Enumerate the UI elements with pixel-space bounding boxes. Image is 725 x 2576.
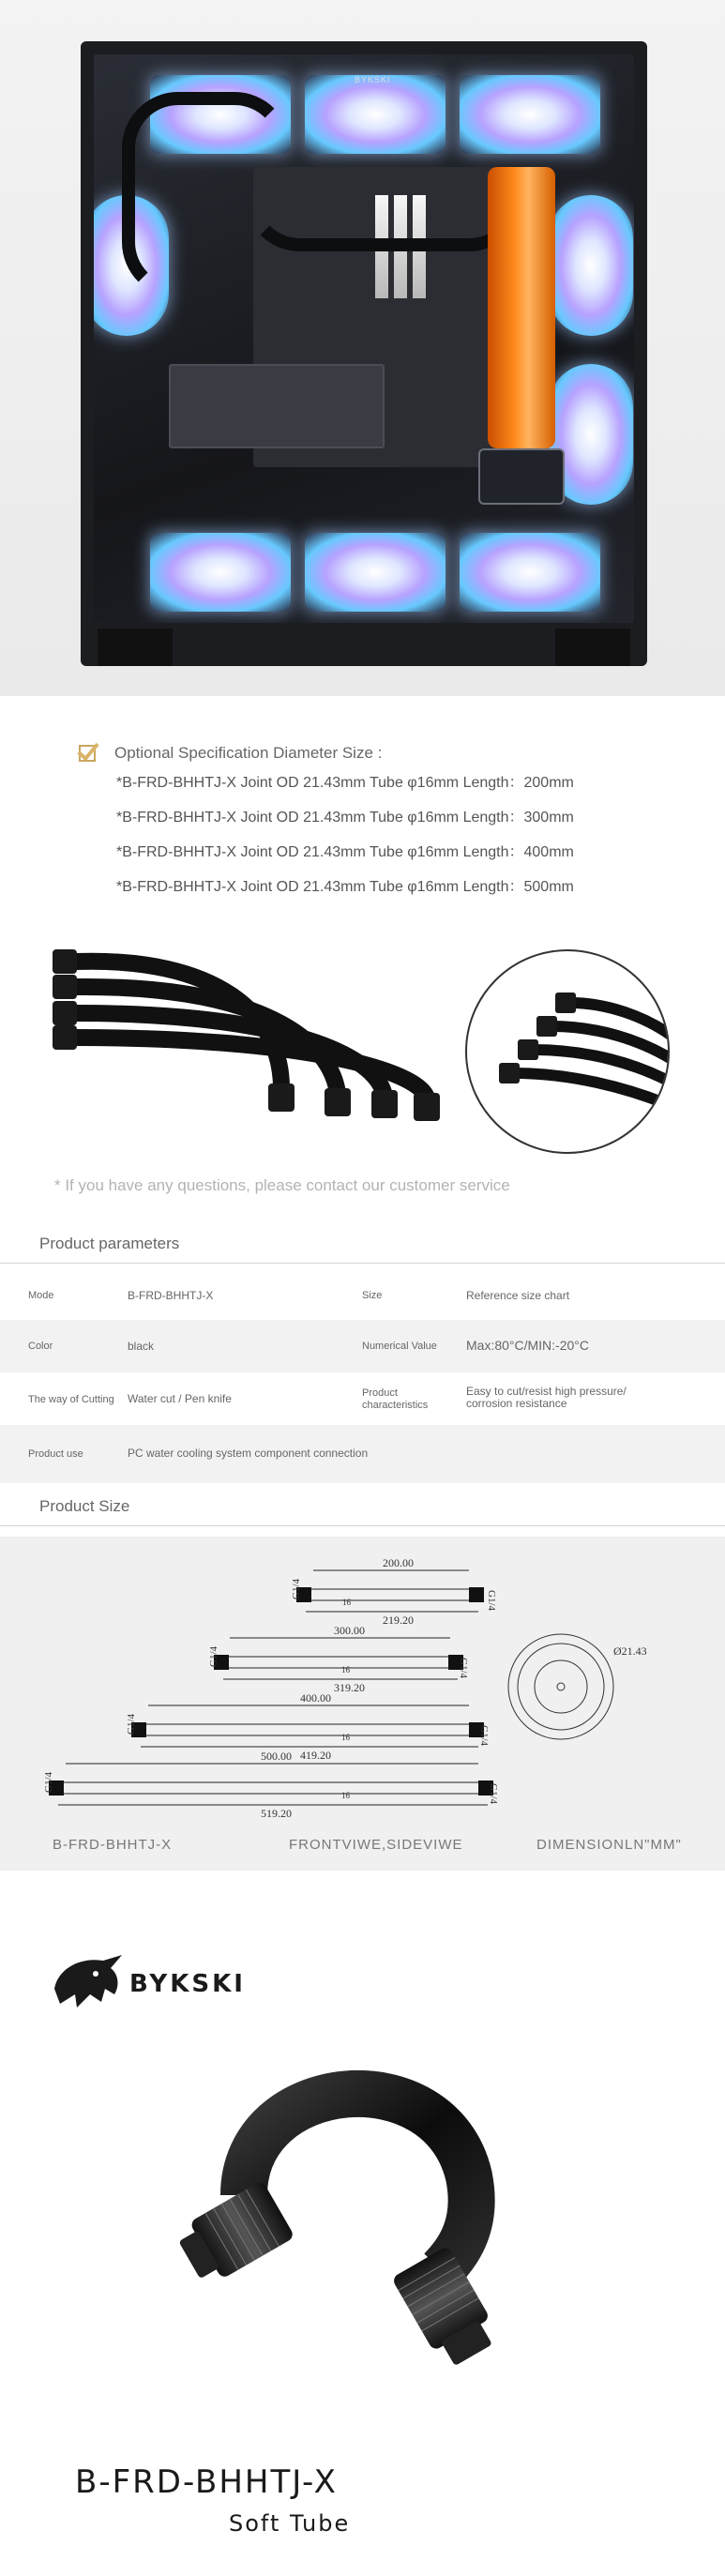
param-key: Product use <box>28 1448 83 1460</box>
spec-list <box>77 741 658 904</box>
product-subtitle: Soft Tube <box>229 2510 351 2537</box>
dimension-drawing <box>0 1537 725 1871</box>
hero-case-photo <box>0 0 725 696</box>
brand-logo <box>49 1951 274 2013</box>
thread-label: G1/4 <box>126 1714 137 1735</box>
reservoir <box>488 167 555 448</box>
param-value: Water cut / Pen knife <box>128 1392 232 1405</box>
product-model: B-FRD-BHHTJ-X <box>75 2463 338 2501</box>
thread-label: G1/4 <box>478 1725 490 1746</box>
graphics-card <box>169 364 385 448</box>
thread-label: G1/4 <box>486 1590 497 1611</box>
bottom-fan-3 <box>460 533 600 612</box>
joint-diameter-label: Ø21.43 <box>613 1644 647 1658</box>
spec-line: *B-FRD-BHHTJ-X Joint OD 21.43mm Tube φ16mm Length：500mm <box>116 879 574 895</box>
param-key: Color <box>28 1341 53 1352</box>
service-notice: * If you have any questions, please contact our customer service <box>54 1176 510 1194</box>
spec-title <box>77 741 658 765</box>
param-key: Product characteristics <box>362 1387 429 1411</box>
dim-inner-300: 300.00 <box>334 1624 365 1637</box>
tube-dia-label: 16 <box>341 1733 350 1742</box>
parameters-heading: Product parameters <box>39 1235 180 1252</box>
dim-inner-200: 200.00 <box>383 1556 414 1569</box>
table-row <box>0 1425 725 1483</box>
thread-label: G1/4 <box>43 1772 54 1793</box>
param-value: Easy to cut/resist high pressure/ corrosion resistance <box>466 1385 627 1410</box>
tube-fitting-closeup <box>465 949 670 1154</box>
thread-label: G1/4 <box>488 1783 499 1804</box>
dragon-logo-icon <box>49 1951 128 2013</box>
drawing-label-model: B-FRD-BHHTJ-X <box>53 1837 173 1853</box>
param-value: B-FRD-BHHTJ-X <box>128 1289 214 1302</box>
drawing-label-views: FRONTVIWE,SIDEVIWE <box>289 1837 463 1853</box>
table-row <box>0 1372 725 1425</box>
dim-inner-500: 500.00 <box>261 1750 292 1763</box>
pump <box>478 448 565 505</box>
size-heading: Product Size <box>39 1497 130 1515</box>
tube-dia-label: 16 <box>342 1598 351 1607</box>
param-value: black <box>128 1340 155 1353</box>
dim-outer-400: 419.20 <box>300 1749 331 1762</box>
thread-label: G1/4 <box>458 1658 469 1678</box>
drawing-label-units: DIMENSIONLN"MM" <box>536 1837 682 1853</box>
param-key: The way of Cutting <box>28 1394 114 1405</box>
case-interior <box>94 54 634 623</box>
tube-dia-label: 16 <box>341 1665 350 1674</box>
bottom-fan-2 <box>305 533 446 612</box>
dim-outer-500: 519.20 <box>261 1807 292 1820</box>
dim-outer-300: 319.20 <box>334 1681 365 1694</box>
param-value: Max:80°C/MIN:-20°C <box>466 1338 590 1353</box>
coolant-tube <box>244 139 525 251</box>
dim-outer-200: 219.20 <box>383 1614 414 1627</box>
thread-label: G1/4 <box>208 1646 219 1667</box>
parameters-table <box>0 1271 725 1483</box>
param-key: Size <box>362 1290 383 1301</box>
table-row <box>0 1271 725 1320</box>
case-foot <box>555 629 630 666</box>
divider <box>0 1525 725 1526</box>
param-value: Reference size chart <box>466 1289 570 1302</box>
thread-label: G1/4 <box>291 1579 302 1599</box>
dim-inner-400: 400.00 <box>300 1691 331 1705</box>
soft-tube-photo <box>159 2036 563 2392</box>
spec-line: *B-FRD-BHHTJ-X Joint OD 21.43mm Tube φ16mm Length：400mm <box>116 844 574 860</box>
case-logo: BYKSKI <box>355 75 391 84</box>
divider <box>0 1263 725 1264</box>
param-key: Mode <box>28 1290 54 1301</box>
param-value: PC water cooling system component connection <box>128 1447 369 1460</box>
param-key: Numerical Value <box>362 1341 437 1352</box>
pc-case <box>81 41 647 666</box>
tube-dia-label: 16 <box>341 1791 350 1800</box>
brand-name: BYKSKI <box>129 1970 246 1998</box>
spec-line: *B-FRD-BHHTJ-X Joint OD 21.43mm Tube φ16mm Length：200mm <box>116 775 574 791</box>
checkbox-check-icon <box>77 741 109 765</box>
bottom-fan-1 <box>150 533 291 612</box>
table-row <box>0 1320 725 1372</box>
case-foot <box>98 629 173 666</box>
side-fan-1 <box>549 195 633 336</box>
spec-title-text: Optional Specification Diameter Size : <box>114 744 383 762</box>
spec-line: *B-FRD-BHHTJ-X Joint OD 21.43mm Tube φ16mm Length：300mm <box>116 810 574 826</box>
